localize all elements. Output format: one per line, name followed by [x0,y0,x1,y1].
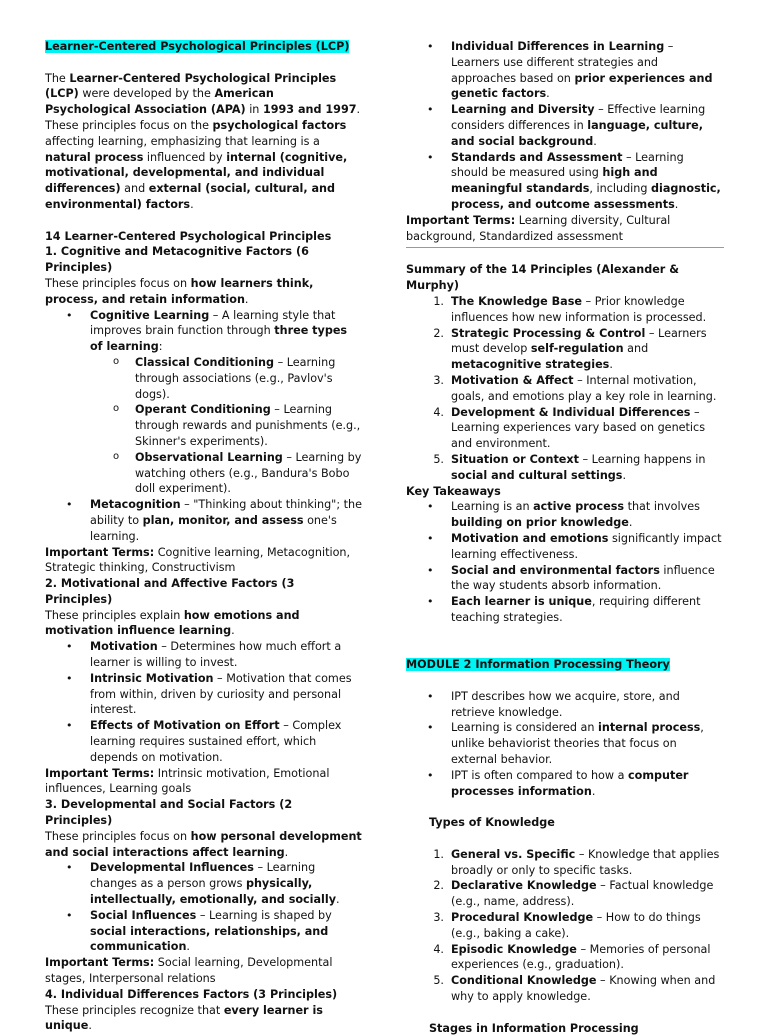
bold-text: Development & Individual Differences [451,405,691,419]
text: were developed by the [78,87,215,101]
left-column [45,0,363,1034]
section-2-list [45,639,363,765]
text: – Learning happens in [578,452,706,466]
text: influenced by [143,150,227,164]
list-item: 1. General vs. Specific – Knowledge that applies broadly or only to specific tasks. [433,847,720,877]
text: – Learning should be measured using [451,150,684,180]
bold-text: Motivation and emotions [451,531,609,545]
text: These principles recognize that [45,1003,224,1017]
list-item: o Operant Conditioning – Learning through rewards and punishments (e.g., Skinner's experiments). [45,402,363,449]
text: – Learners must develop [451,326,707,356]
module-2-title: MODULE 2 Information Processing Theory [406,658,670,672]
list-item [406,689,724,721]
list-item: 5. Conditional Knowledge – Knowing when and why to apply knowledge. [433,974,716,1004]
bold-text: American Psychological Association (APA) [45,87,274,117]
section-1-terms: Important Terms: Cognitive learning, Metacognition, Strategic thinking, Constructivism [45,545,351,575]
text: in [245,103,263,117]
list-item: 3. Procedural Knowledge – How to do things (e.g., baking a cake). [433,911,701,940]
text: . [593,134,597,148]
bold-text: Developmental Influences [90,861,254,875]
bold-text: Motivation & Affect [451,373,574,387]
bold-text: every learner is unique [45,1003,323,1033]
list-item: • Intrinsic Motivation – Motivation that comes from within, driven by curiosity and personal interest. [45,671,363,718]
text: IPT describes how we acquire, store, and retrieve knowledge. [451,689,680,719]
text: . These principles focus on the [45,103,361,132]
bold-text: how personal development and social interactions affect learning [45,829,362,859]
bold-text: psychological factors [212,118,347,132]
bold-text: Social and environmental factors [451,563,660,577]
bold-text: active process [533,500,625,514]
text: Learning is considered an [451,721,599,735]
text: – How to do things (e.g., baking a cake). [451,911,701,940]
section-2-heading: 2. Motivational and Affective Factors (3 Principles) [45,577,295,606]
bold-text: natural process [45,150,144,164]
text: – Memories of personal experiences (e.g., graduation). [451,942,711,972]
text: and [623,342,649,356]
bold-text: 1993 and 1997 [262,103,357,117]
text: affecting learning, emphasizing that learning is a [45,134,320,148]
text: . [190,197,194,211]
divider [406,247,724,248]
lcp-title: Learner-Centered Psychological Principles (LCP) [45,40,350,53]
bold-text: building on prior knowledge [451,516,629,530]
list-item [406,720,724,767]
list-item: 5. Situation or Context – Learning happens in social and cultural settings. [433,452,706,482]
section-4-terms: Important Terms: Learning diversity, Cultural background, Standardized assessment [406,213,671,243]
text: IPT is often compared to how a [451,768,629,782]
list-item: o Observational Learning – Learning by watching others (e.g., Bandura's Bobo doll experiment). [45,450,363,497]
bold-text: social interactions, relationships, and communication [90,924,329,954]
stages-heading: Stages in Information Processing [429,1021,639,1035]
section-4-list [406,39,724,213]
bold-text: Standards and Assessment [451,150,623,164]
summary-heading: Summary of the 14 Principles (Alexander & Murphy) [406,263,679,293]
bold-text: how learners think, process, and retain information [45,276,314,306]
list-item: • Effects of Motivation on Effort – Complex learning requires sustained effort, which depends on motivation. [45,718,363,765]
bold-text: high and meaningful standards [451,166,658,196]
bold-text: The Knowledge Base [451,294,582,308]
summary-list [406,294,724,484]
section-3-desc [45,829,363,861]
takeaways-list [406,499,724,625]
list-item [406,102,724,149]
bold-text: physically, intellectually, emotionally, and socially [90,877,337,907]
section-1-desc [45,276,363,308]
text: – Learning experiences vary based on genetics and environment. [451,405,706,451]
bold-text: General vs. Specific [451,847,576,861]
text: that involves [624,500,700,514]
list-item: 4. Development & Individual Differences – Learning experiences vary based on genetics and environment. [433,405,706,451]
text: . [628,516,633,530]
text: . [231,624,235,638]
text: Learning is an [451,500,534,514]
text: – Internal motivation, goals, and emotions play a key role in learning. [451,373,717,403]
text: . [591,784,596,798]
list-item [406,594,724,626]
text: These principles explain [45,608,184,622]
list-item: 1. The Knowledge Base – Prior knowledge influences how new information is processed. [433,294,707,324]
principles-heading: 14 Learner-Centered Psychological Principles [45,229,332,243]
text: . [674,197,679,211]
key-takeaways-heading: Key Takeaways [406,484,501,498]
list-item: • Motivation – Determines how much effort a learner is willing to invest. [45,639,363,671]
text: . [244,292,249,306]
types-of-knowledge-heading: Types of Knowledge [429,816,555,830]
text: . [622,468,627,482]
bold-text: Strategic Processing & Control [451,326,646,340]
text: , requiring different teaching strategies. [451,595,701,624]
list-item [406,150,724,213]
bold-text: Individual Differences in Learning [451,40,665,53]
section-1-list [45,308,363,545]
text: influence the way students absorb information. [451,563,715,593]
text: – Knowledge that applies broadly or only to specific tasks. [451,847,720,877]
bold-text: prior experiences and genetic factors [451,71,713,101]
bold-text: Episodic Knowledge [451,942,577,956]
text: The [45,71,70,85]
list-item: 4. Episodic Knowledge – Memories of personal experiences (e.g., graduation). [433,942,711,972]
list-item: o Classical Conditioning – Learning through associations (e.g., Pavlov's dogs). [45,355,363,402]
list-item: 2. Declarative Knowledge – Factual knowledge (e.g., name, address). [433,879,714,909]
bold-text: Declarative Knowledge [451,879,597,893]
text: . [88,1019,92,1033]
list-item: • Cognitive Learning – A learning style that improves brain function through three types of learning: [45,308,363,355]
section-4-heading: 4. Individual Differences Factors (3 Principles) [45,987,338,1001]
list-item: 3. Motivation & Affect – Internal motivation, goals, and emotions play a key role in learning. [433,373,717,403]
section-4-desc [45,1003,363,1035]
bold-text: internal process [598,721,701,735]
text: – Prior knowledge influences how new information is processed. [451,294,707,324]
list-item: • Metacognition – "Thinking about thinking"; the ability to plan, monitor, and assess one's learning. [45,497,363,544]
bold-text: computer processes information [451,768,689,798]
bold-text: Situation or Context [451,452,579,466]
bold-text: self-regulation [530,342,624,356]
text: These principles focus on [45,276,191,290]
ipt-list [406,689,724,800]
text: – Learning changes as a person grows [90,861,316,891]
intro-paragraph [45,71,363,213]
bold-text: Procedural Knowledge [451,911,594,925]
bold-text: diagnostic, process, and outcome assessments [451,182,721,211]
text: . [336,893,340,907]
section-2-desc [45,608,363,640]
list-item: 2. Strategic Processing & Control – Learners must develop self-regulation and metacognitive strategies. [433,326,707,372]
types-list [406,847,724,1005]
list-item [406,531,724,563]
text: and [120,182,149,196]
list-item [406,563,724,595]
list-item [406,39,724,102]
text: . [284,845,289,859]
bold-text: external (social, cultural, and environmental) factors [45,182,335,211]
section-2-terms: Important Terms: Intrinsic motivation, Emotional influences, Learning goals [45,766,330,796]
text: – Learning is shaped by [196,908,332,922]
text: . [186,940,190,954]
text: – Learners use different strategies and approaches based on [451,40,674,85]
section-3-heading: 3. Developmental and Social Factors (2 Principles) [45,798,293,828]
list-item [406,499,724,531]
text: These principles focus on [45,829,191,843]
section-3-list [45,860,363,955]
text: , unlike behaviorist theories that focus on external behavior. [451,721,704,767]
bold-text: language, culture, and social background [451,118,704,148]
bold-text: how emotions and motivation influence learning [45,608,300,638]
bold-text: Learning and Diversity [451,103,595,117]
text: , including [589,182,652,196]
list-item [45,860,363,907]
text: significantly impact learning effectiveness. [451,531,722,561]
list-item [45,908,363,955]
bold-text: social and cultural settings [451,468,623,482]
bold-text: internal (cognitive, motivational, developmental, and individual differences) [45,150,348,196]
section-3-terms: Important Terms: Social learning, Developmental stages, Interpersonal relations [45,956,333,986]
bold-text: Learner-Centered Psychological Principles (LCP) [45,71,337,101]
bold-text: Social Influences [90,908,197,922]
bold-text: metacognitive strategies [451,358,610,372]
bold-text: Conditional Knowledge [451,974,597,988]
text: – Factual knowledge (e.g., name, address). [451,879,714,909]
bold-text: Each learner is unique [451,595,592,609]
list-item [406,768,724,800]
text: – Effective learning considers differences in [451,103,706,132]
text: . [546,87,550,101]
right-column [406,0,724,1036]
text: – Knowing when and why to apply knowledge. [451,974,716,1004]
section-1-heading: 1. Cognitive and Metacognitive Factors (6 Principles) [45,245,309,275]
text: . [609,358,613,372]
